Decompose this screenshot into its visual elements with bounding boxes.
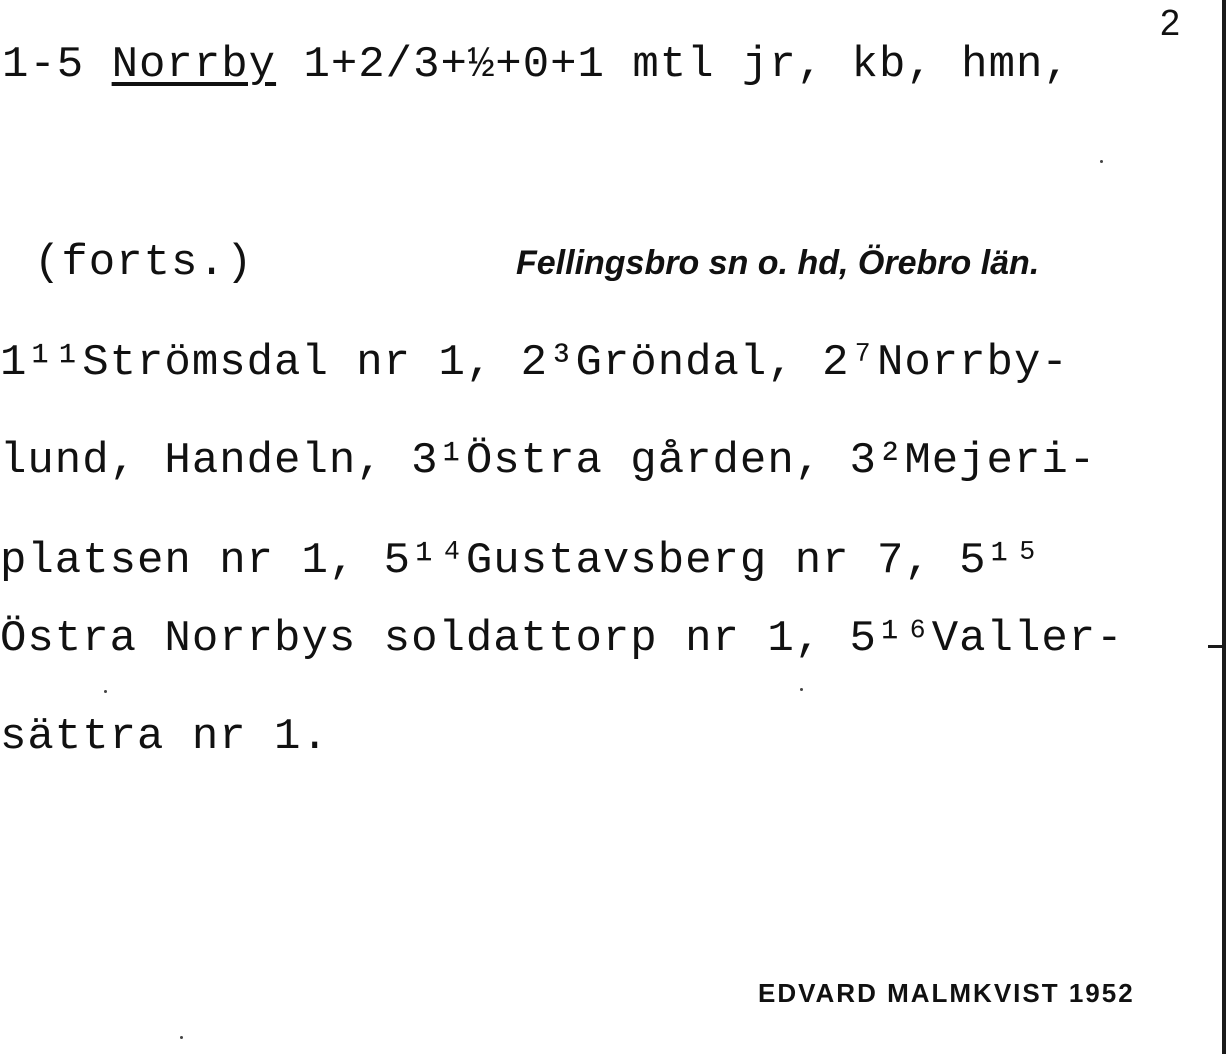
hyphen-mark <box>1208 645 1224 648</box>
continued-label: (forts.) <box>34 238 254 288</box>
body-line: lund, Handeln, 3¹Östra gården, 3²Mejeri- <box>0 436 1097 486</box>
scan-speck <box>800 688 803 691</box>
entry-name: Norrby <box>111 40 277 90</box>
body-line: Östra Norrbys soldattorp nr 1, 5¹⁶Valler- <box>0 614 1124 664</box>
card-number: 2 <box>1160 2 1181 43</box>
scan-speck <box>180 1036 183 1039</box>
body-line: 1¹¹Strömsdal nr 1, 2³Gröndal, 2⁷Norrby- <box>0 338 1069 388</box>
body-line: sättra nr 1. <box>0 712 329 762</box>
scan-speck <box>1100 160 1103 163</box>
scan-speck <box>104 690 107 693</box>
entry-prefix: 1-5 <box>2 40 85 90</box>
card-right-edge <box>1222 0 1226 1054</box>
entry-heading-line <box>2 40 1071 90</box>
entry-details: 1+2/3+½+0+1 mtl jr, kb, hmn, <box>303 40 1071 90</box>
body-line: platsen nr 1, 5¹⁴Gustavsberg nr 7, 5¹⁵ <box>0 536 1042 586</box>
parish-stamp: Fellingsbro sn o. hd, Örebro län. <box>516 244 1040 282</box>
printer-imprint: EDVARD MALMKVIST 1952 <box>758 978 1135 1008</box>
